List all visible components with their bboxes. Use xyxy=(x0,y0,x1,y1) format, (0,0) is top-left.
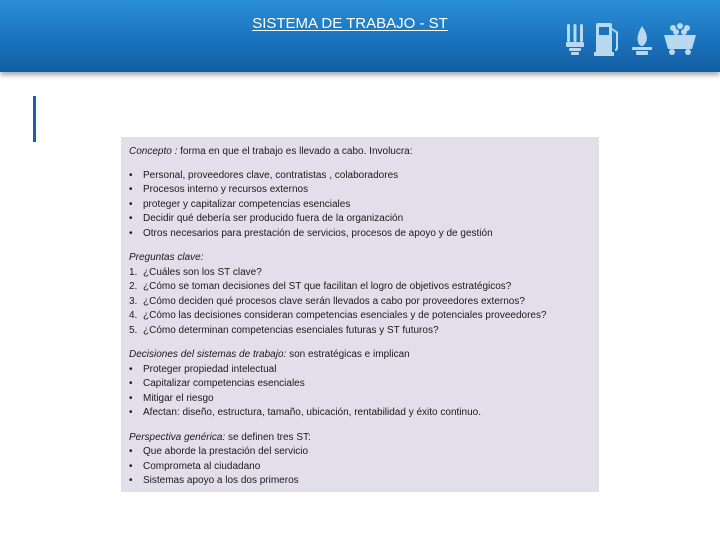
questions-section xyxy=(129,251,591,338)
list-item: • Decidir qué debería ser producido fuera de la organización xyxy=(129,213,404,224)
perspective-label: Perspectiva genérica: xyxy=(129,431,226,443)
list-item: 2. ¿Cómo se toman decisiones del ST que facilitan el logro de objetivos estratégicos? xyxy=(129,281,512,292)
gas-flame-icon xyxy=(630,20,654,56)
header-icons xyxy=(564,16,698,56)
decisions-list xyxy=(129,363,591,421)
content-box xyxy=(121,137,599,492)
list-item: 1. ¿Cuáles son los ST clave? xyxy=(129,266,262,278)
list-item: • Personal, proveedores clave, contratistas , colaboradores xyxy=(129,169,399,181)
list-item: • Afectan: diseño, estructura, tamaño, ubicación, rentabilidad y éxito continuo. xyxy=(129,407,481,418)
perspective-section xyxy=(129,431,591,489)
decisions-text: son estratégicas e implican xyxy=(286,349,410,360)
header-bar xyxy=(0,0,720,72)
slide-title: SISTEMA DE TRABAJO - ST xyxy=(252,15,448,32)
decisions-lead xyxy=(129,348,591,363)
list-item: • Procesos interno y recursos externos xyxy=(129,184,309,195)
concept-list xyxy=(129,169,591,242)
accent-line xyxy=(33,96,36,142)
list-item: 4. ¿Cómo las decisiones consideran competencias esenciales y de potenciales proveedores? xyxy=(129,310,547,321)
lightbulb-icon xyxy=(564,20,586,56)
perspective-list xyxy=(129,445,591,489)
perspective-text: se definen tres ST: xyxy=(225,431,311,443)
questions-label: Preguntas clave: xyxy=(129,252,204,263)
list-item: • Proteger propiedad intelectual xyxy=(129,363,277,375)
concept-label: Concepto : xyxy=(129,146,178,157)
list-item: • Otros necesarios para prestación de servicios, procesos de apoyo y de gestión xyxy=(129,227,493,239)
mining-cart-icon xyxy=(662,20,698,56)
list-item: 3. ¿Cómo deciden qué procesos clave serán llevados a cabo por proveedores externos? xyxy=(129,295,525,307)
list-item: • Mitigar el riesgo xyxy=(129,392,214,404)
list-item: • Comprometa al ciudadano xyxy=(129,460,261,472)
concept-lead xyxy=(129,145,591,160)
list-item: • Sistemas apoyo a los dos primeros xyxy=(129,475,299,486)
decisions-section xyxy=(129,348,591,421)
concept-text: forma en que el trabajo es llevado a cabo. Involucra: xyxy=(177,146,413,157)
questions-list xyxy=(129,266,591,339)
list-item: • Capitalizar competencias esenciales xyxy=(129,378,305,389)
fuel-pump-icon xyxy=(594,20,622,56)
list-item: 5. ¿Cómo determinan competencias esenciales futuras y ST futuros? xyxy=(129,324,439,336)
perspective-lead xyxy=(129,431,591,446)
concept-section xyxy=(129,145,591,241)
list-item: • proteger y capitalizar competencias esenciales xyxy=(129,198,351,210)
decisions-label: Decisiones del sistemas de trabajo: xyxy=(129,349,287,360)
list-item: • Que aborde la prestación del servicio xyxy=(129,446,309,457)
